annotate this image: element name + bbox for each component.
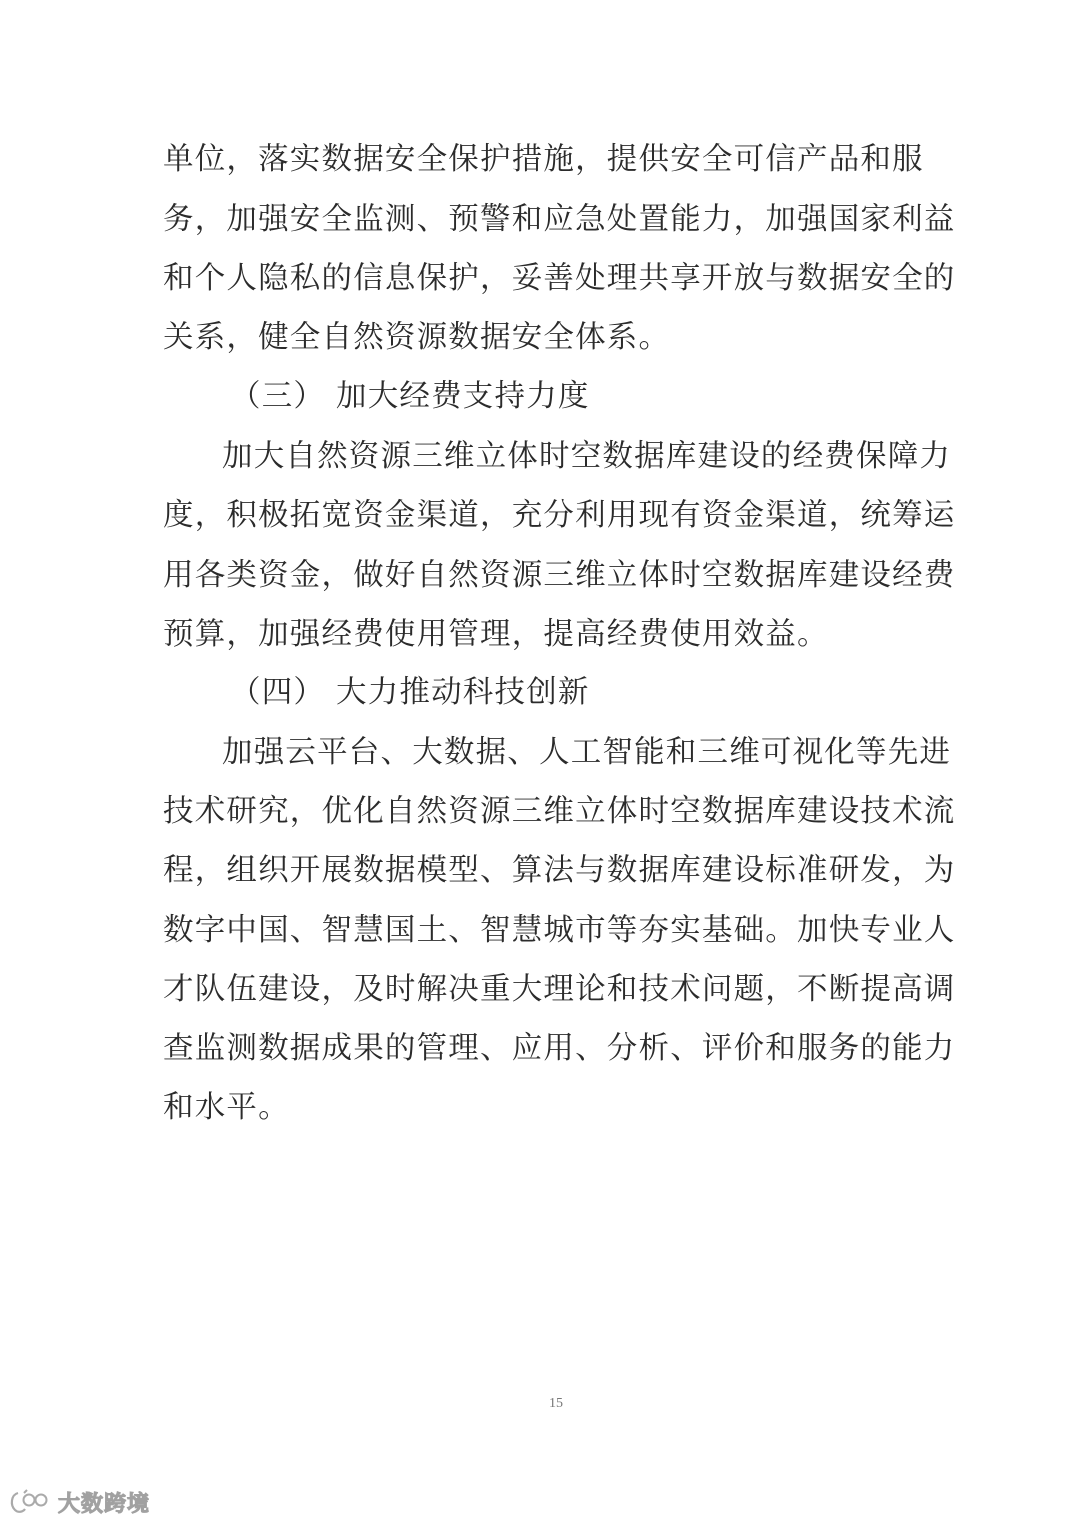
paragraph-line: 加强云平台、大数据、人工智能和三维可视化等先进: [222, 735, 952, 770]
watermark-logo-icon: [8, 1489, 54, 1515]
paragraph-line: 查监测数据成果的管理、应用、分析、评价和服务的能力: [163, 1031, 956, 1066]
paragraph-line: 用各类资金，做好自然资源三维立体时空数据库建设经费: [163, 558, 956, 593]
paragraph-line: 才队伍建设，及时解决重大理论和技术问题，不断提高调: [163, 972, 956, 1007]
section-heading-four: （四） 大力推动科技创新: [230, 675, 590, 710]
paragraph-line: 数字中国、智慧国土、智慧城市等夯实基础。加快专业人: [163, 913, 956, 948]
paragraph-line: 加大自然资源三维立体时空数据库建设的经费保障力: [222, 439, 952, 474]
paragraph-line: 务，加强安全监测、预警和应急处置能力，加强国家利益: [163, 202, 956, 237]
paragraph-line: 度，积极拓宽资金渠道，充分利用现有资金渠道，统筹运: [163, 498, 956, 533]
paragraph-line: 技术研究，优化自然资源三维立体时空数据库建设技术流: [163, 794, 956, 829]
paragraph-line: 程，组织开展数据模型、算法与数据库建设标准研发，为: [163, 853, 956, 888]
paragraph-line: 单位，落实数据安全保护措施，提供安全可信产品和服: [163, 142, 924, 177]
watermark-text: 大数跨境: [58, 1491, 151, 1517]
paragraph-line: 和水平。: [163, 1090, 290, 1125]
watermark: [8, 1487, 150, 1517]
section-heading-three: （三） 加大经费支持力度: [230, 379, 590, 414]
paragraph-line: 关系，健全自然资源数据安全体系。: [163, 320, 671, 355]
paragraph-line: 和个人隐私的信息保护，妥善处理共享开放与数据安全的: [163, 261, 956, 296]
page-number: 15: [549, 1396, 563, 1411]
paragraph-line: 预算，加强经费使用管理，提高经费使用效益。: [163, 617, 829, 652]
